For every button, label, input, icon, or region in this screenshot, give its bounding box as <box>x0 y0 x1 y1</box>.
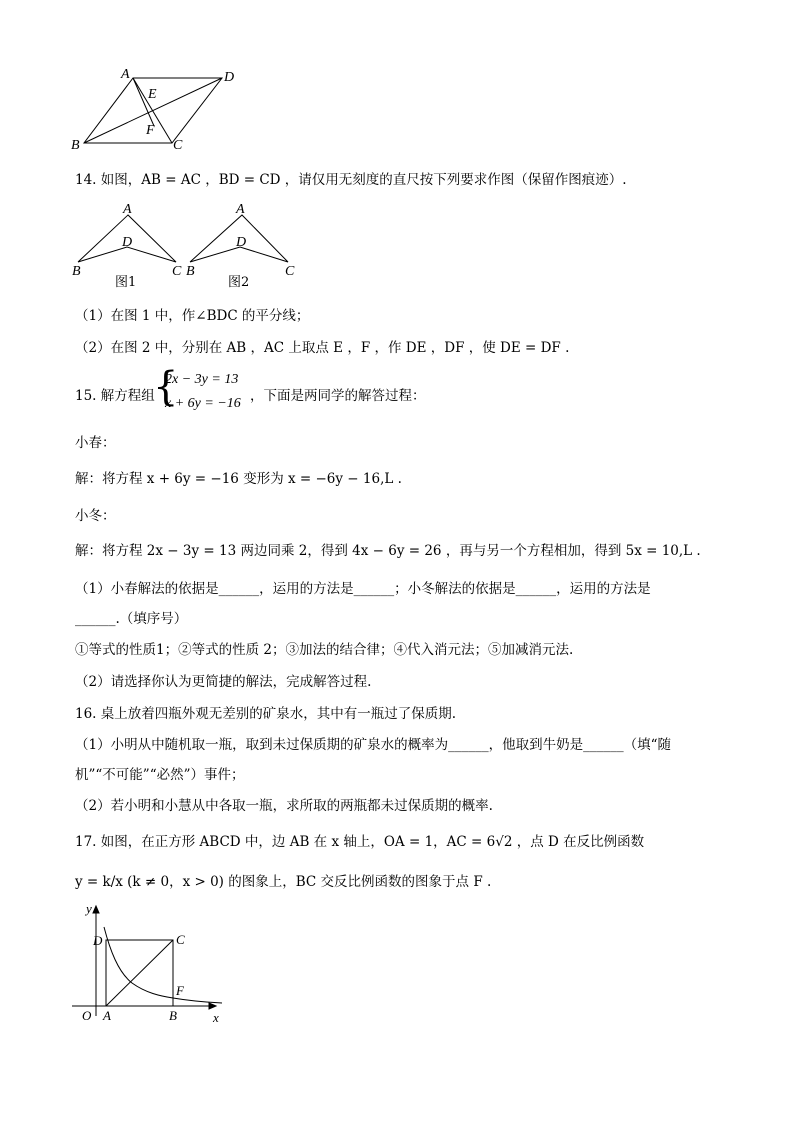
fig1-label-c: C <box>172 264 182 279</box>
q15-stem-suffix: ，下面是两同学的解答过程： <box>250 388 426 404</box>
fig1-caption: 图1 <box>115 275 137 290</box>
square-label-b: B <box>169 1008 177 1023</box>
q16-stem: 16. 桌上放着四瓶外观无差别的矿泉水，其中有一瓶过了保质期. <box>75 706 457 722</box>
q15-stem-prefix: 15. 解方程组 <box>75 388 155 404</box>
fig2-label-d: D <box>236 235 247 250</box>
point-label-a: A <box>121 67 130 82</box>
fig2-caption: 图2 <box>228 275 250 290</box>
axis-label-x: x <box>213 1010 219 1025</box>
point-label-c: C <box>173 138 183 153</box>
q15-student1-name: 小春： <box>75 435 116 451</box>
q15-equation-1: 2x − 3y = 13 <box>165 372 239 387</box>
q15-part2: （2）请选择你认为更简捷的解法，完成解答过程. <box>75 674 372 690</box>
origin-label-o: O <box>82 1008 92 1023</box>
q14-stem: 14. 如图，AB = AC ，BD = CD ，请仅用无刻度的直尺按下列要求作图（保留作图痕迹）. <box>75 172 627 188</box>
q17-stem-line2: y = k/x (k ≠ 0，x > 0) 的图象上，BC 交反比例函数的图象于点 F . <box>75 874 492 890</box>
q15-part1-line2: ______.（填序号） <box>75 611 188 627</box>
q16-part1-line2: 机”“不可能”“必然”）事件； <box>75 767 245 783</box>
q15-part1-line1: （1）小春解法的依据是______，运用的方法是______；小冬解法的依据是______，运用的方法是 <box>75 581 651 597</box>
q16-part2: （2）若小明和小慧从中各取一瓶，求所取的两瓶都未过保质期的概率. <box>75 798 493 814</box>
point-label-f-graph: F <box>176 983 184 998</box>
axis-label-y: y <box>86 901 92 916</box>
fig2-label-a: A <box>236 202 245 217</box>
point-label-e: E <box>148 87 157 102</box>
fig1-label-d: D <box>122 235 133 250</box>
q16-part1-line1: （1）小明从中随机取一瓶，取到未过保质期的矿泉水的概率为______，他取到牛奶是______（填“随 <box>75 737 671 753</box>
point-label-b: B <box>71 138 80 153</box>
q15-options: ①等式的性质1；②等式的性质 2；③加法的结合律；④代入消元法；⑤加减消元法. <box>75 642 574 658</box>
q15-student2-solution: 解：将方程 2x − 3y = 13 两边同乘 2，得到 4x − 6y = 26 ，再与另一个方程相加，得到 5x = 10,L . <box>75 543 701 559</box>
fig1-label-a: A <box>123 202 132 217</box>
square-label-d: D <box>93 933 103 948</box>
fig1-label-b: B <box>72 264 81 279</box>
q17-stem-line1: 17. 如图，在正方形 ABCD 中，边 AB 在 x 轴上，OA = 1，AC = 6√2 ，点 D 在反比例函数 <box>75 834 645 850</box>
system-brace: { <box>153 364 179 410</box>
square-label-a: A <box>103 1008 111 1023</box>
point-label-d: D <box>224 70 235 85</box>
q14-part1: （1）在图 1 中，作∠BDC 的平分线； <box>75 308 310 324</box>
point-label-f: F <box>146 123 155 138</box>
q15-student2-name: 小冬： <box>75 508 116 524</box>
q15-equation-2: x + 6y = −16 <box>165 396 241 411</box>
fig2-label-c: C <box>285 264 295 279</box>
square-label-c: C <box>176 932 185 947</box>
q15-student1-solution: 解：将方程 x + 6y = −16 变形为 x = −6y − 16,L . <box>75 471 402 487</box>
fig2-label-b: B <box>186 264 195 279</box>
q14-part2: （2）在图 2 中，分别在 AB ，AC 上取点 E ，F ，作 DE ，DF ，使 DE = DF . <box>75 340 570 356</box>
